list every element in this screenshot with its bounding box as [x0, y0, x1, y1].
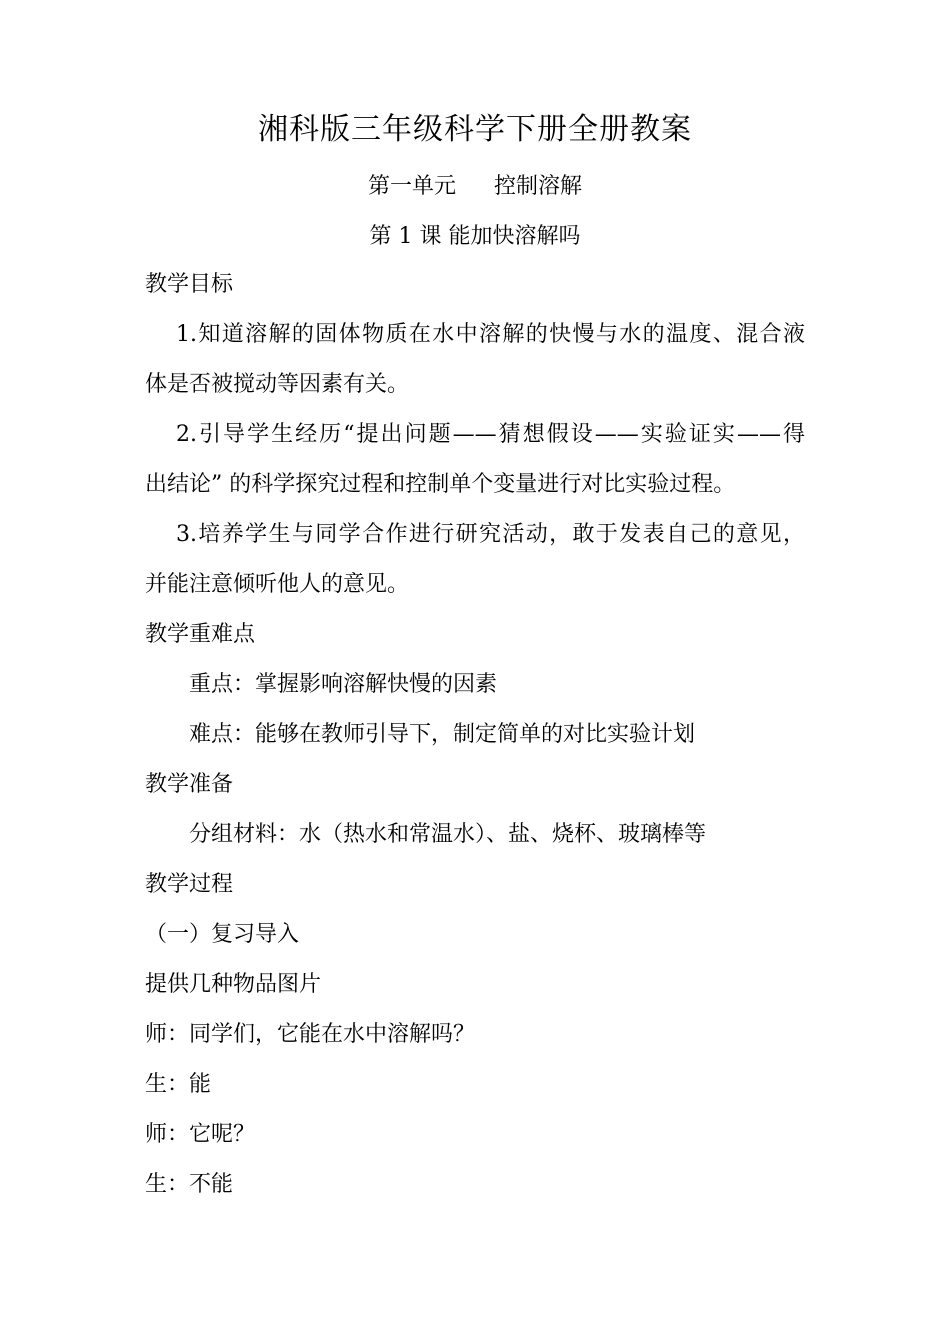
document-title: 湘科版三年级科学下册全册教案	[258, 112, 692, 147]
objective-2-line-2: 出结论” 的科学探究过程和控制单个变量进行对比实验过程。	[145, 472, 736, 497]
provide-pictures-text: 提供几种物品图片	[145, 972, 322, 997]
dialogue-line: 生：不能	[145, 1172, 234, 1197]
objective-3-line-1: 3.培养学生与同学合作进行研究活动，敢于发表自己的意见，	[176, 522, 805, 547]
key-point-text: 重点：掌握影响溶解快慢的因素	[189, 672, 498, 697]
preparation-heading: 教学准备	[145, 772, 234, 797]
difficult-point-text: 难点：能够在教师引导下，制定简单的对比实验计划	[189, 722, 696, 747]
dialogue-line: 生：能	[145, 1072, 212, 1097]
objective-1-line-1: 1.知道溶解的固体物质在水中溶解的快慢与水的温度、混合液	[176, 322, 805, 347]
materials-text: 分组材料：水（热水和常温水）、盐、烧杯、玻璃棒等	[189, 822, 707, 847]
unit-heading	[0, 172, 950, 202]
unit-name: 控制溶解	[494, 174, 583, 199]
unit-label: 第一单元	[367, 174, 456, 199]
objective-1-line-2: 体是否被搅动等因素有关。	[145, 372, 410, 397]
dialogue-line: 师：同学们，它能在水中溶解吗？	[145, 1022, 476, 1047]
step-1-heading: （一）复习导入	[145, 922, 300, 947]
dialogue-line: 师：它呢？	[145, 1122, 256, 1147]
key-points-heading: 教学重难点	[145, 622, 256, 647]
lesson-heading: 第 1 课 能加快溶解吗	[369, 224, 581, 249]
objectives-heading: 教学目标	[145, 272, 234, 297]
process-heading: 教学过程	[145, 872, 234, 897]
objective-3-line-2: 并能注意倾听他人的意见。	[145, 572, 410, 597]
objective-2-line-1: 2.引导学生经历“提出问题——猜想假设——实验证实——得	[176, 422, 805, 447]
